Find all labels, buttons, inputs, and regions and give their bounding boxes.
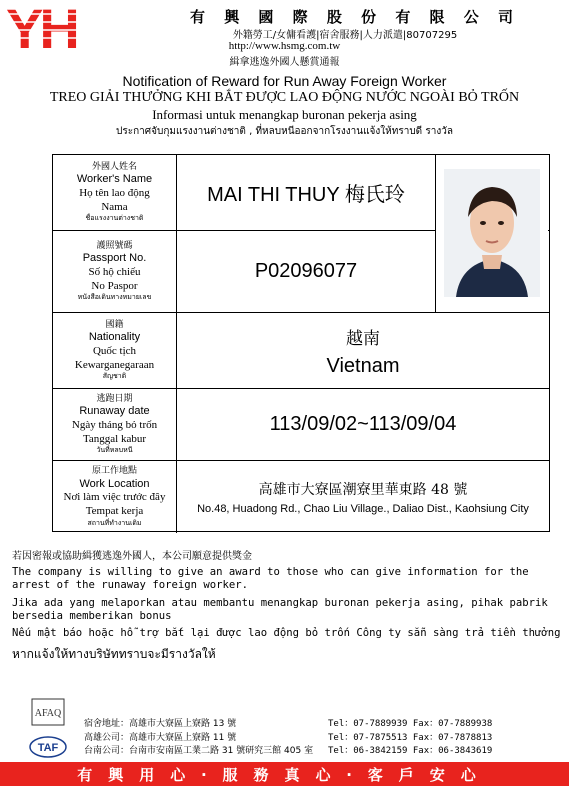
- contact-dormitory: Tel：07-7889939 Fax：07-7889938: [328, 719, 493, 729]
- notice-title-en: Notification of Reward for Run Away Foreign Worker: [122, 73, 447, 89]
- afaq-text: AFAQ: [34, 708, 62, 719]
- label-zh: 逃跑日期: [96, 393, 133, 404]
- label-id: Kewarganegaraan: [74, 358, 155, 371]
- work-location-value-cell: [177, 461, 549, 533]
- label-en: Runaway date: [79, 405, 150, 418]
- label-zh: 護照號碼: [96, 240, 133, 251]
- reward-note-vn: Nếu mật báo hoặc hỗ trợ bắt lại được lao động bỏ trốn Công ty sẵn sàng trả tiền thưởng: [12, 627, 561, 639]
- reward-note-en: The company is willing to give an award to those who can give information for the arrest of the runaway foreign worker.: [12, 566, 529, 591]
- address-kaohsiung: 高雄公司：高雄市大寮區上寮路 11 號: [84, 733, 237, 743]
- label-th: สัญชาติ: [102, 372, 127, 381]
- work-location-zh: 高雄市大寮區潮寮里華東路 48 號: [258, 482, 468, 498]
- services-line: 外籍勞工/女傭看護|宿舍服務|人力派遣|80707295: [232, 30, 458, 41]
- work-location-en: No.48, Huadong Rd., Chao Liu Village., Daliao Dist., Kaohsiung City: [197, 503, 529, 515]
- taf-text: TAF: [37, 742, 59, 754]
- label-id: No Paspor: [91, 279, 138, 292]
- runaway-date-value-cell: [177, 389, 549, 460]
- label-zh: 國籍: [105, 319, 124, 330]
- reward-note-zh: 若因密報或協助緝獲逃逸外國人，本公司願意提供獎金: [12, 551, 252, 562]
- label-th: หนังสือเดินทางหมายเลข: [77, 293, 152, 302]
- taf-certification-logo: [28, 736, 68, 758]
- label-vn: Ngày tháng bỏ trốn: [71, 418, 158, 431]
- reward-note-th: หากแจ้งให้ทางบริษัททราบจะมีรางวัลให้: [12, 647, 216, 661]
- name-label: [53, 155, 177, 230]
- worker-name: MAI THI THUY 梅氏玲: [207, 184, 405, 206]
- company-name: 有 興 國 際 股 份 有 限 公 司: [189, 8, 520, 26]
- label-zh: 原工作地點: [91, 466, 137, 477]
- label-vn: Quốc tịch: [92, 344, 137, 357]
- photo-cell: [435, 155, 549, 313]
- runaway-date-row: [53, 389, 549, 461]
- label-th: ชื่อแรงงานต่างชาติ: [85, 214, 144, 223]
- passport-number: P02096077: [254, 260, 358, 282]
- label-en: Passport No.: [82, 252, 147, 265]
- contact-kaohsiung: Tel：07-7875513 Fax：07-7878813: [328, 733, 493, 743]
- label-id: Nama: [101, 200, 128, 213]
- nationality-en: Vietnam: [326, 354, 400, 377]
- passport-value-cell: [177, 231, 435, 312]
- address-tainan: 台南公司：台南市安南區工業二路 31 號研究三館 405 室: [84, 746, 314, 756]
- slogan: 有興用心‧服務真心‧客戶安心: [77, 765, 492, 784]
- worker-photo: [436, 155, 548, 311]
- label-en: Nationality: [88, 331, 141, 344]
- label-en: Work Location: [79, 477, 150, 490]
- runaway-date-label: [53, 389, 177, 460]
- notice-title-th: ประกาศจับกุมแรงงานต่างชาติ , ที่หลบหนีออกจากโรงงานแจ้งให้ทราบดี รางวัล: [116, 126, 453, 137]
- notice-title-zh: 緝拿逃逸外國人懸賞通報: [229, 57, 340, 68]
- label-vn: Số hộ chiếu: [88, 265, 141, 278]
- label-vn: Nơi làm việc trước đây: [63, 491, 166, 504]
- website-link[interactable]: http://www.hsmg.com.tw: [228, 40, 341, 52]
- slogan-bar: [0, 762, 569, 786]
- work-location-label: [53, 461, 177, 533]
- passport-label: [53, 231, 177, 312]
- address-dormitory: 宿舍地址：高雄市大寮區上寮路 13 號: [84, 719, 237, 729]
- logo-text: YH: [6, 2, 76, 54]
- notice-title-id: Informasi untuk menangkap buronan pekerja asing: [152, 107, 417, 122]
- label-vn: Họ tên lao động: [79, 186, 150, 199]
- runaway-date: 113/09/02~113/09/04: [269, 413, 457, 435]
- label-zh: 外國人姓名: [91, 161, 137, 172]
- nationality-row: [53, 313, 549, 389]
- worker-info-table: [52, 154, 550, 532]
- label-th: สถานที่ทำงานเดิม: [87, 518, 142, 527]
- nationality-zh: 越南: [346, 328, 380, 349]
- afaq-certification-logo: [30, 697, 66, 727]
- reward-note-id: Jika ada yang melaporkan atau membantu menangkap buronan pekerja asing, pihak pabrik bersedia memberikan bonus: [12, 597, 548, 622]
- nationality-label: [53, 313, 177, 388]
- label-th: วันที่หลบหนี: [96, 446, 133, 455]
- label-id: Tanggal kabur: [82, 432, 147, 445]
- notice-title-vn: TREO GIẢI THƯỞNG KHI BẮT ĐƯỢC LAO ĐỘNG NƯỚC NGOÀI BỎ TRỐN: [49, 90, 520, 105]
- name-value-cell: [177, 155, 435, 230]
- nationality-value-cell: [177, 313, 549, 388]
- contact-tainan: Tel：06-3842159 Fax：06-3843619: [328, 746, 493, 756]
- label-en: Worker's Name: [76, 173, 153, 186]
- label-id: Tempat kerja: [85, 505, 144, 518]
- work-location-row: [53, 461, 549, 533]
